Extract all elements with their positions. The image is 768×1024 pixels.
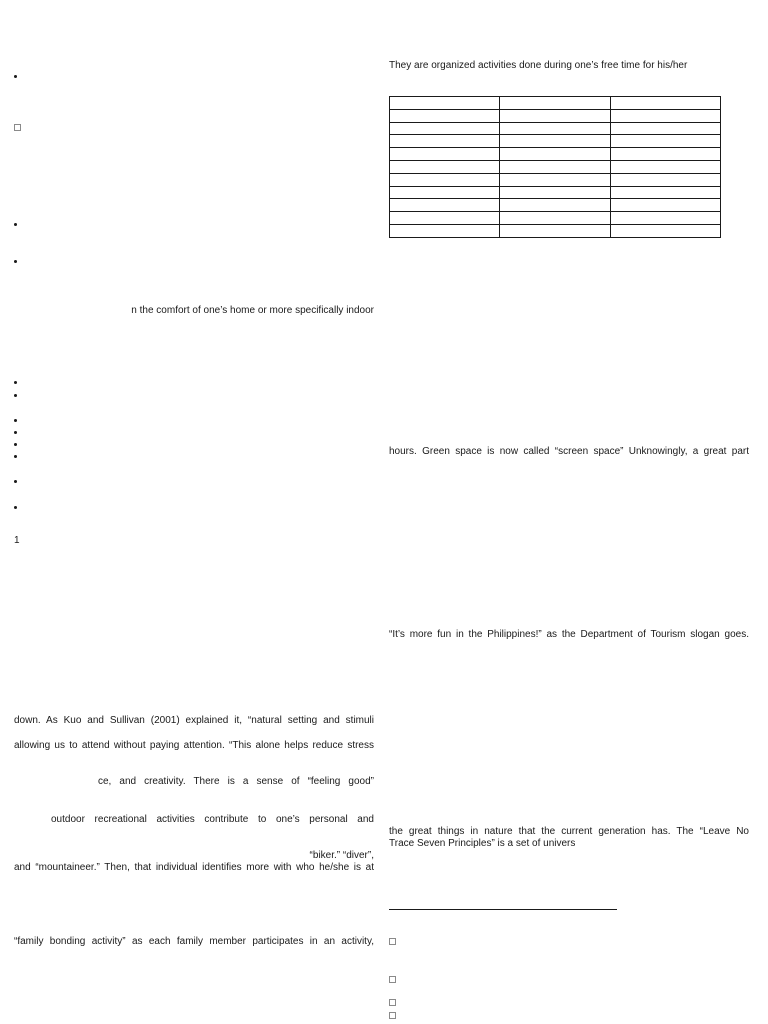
- table-row: [390, 186, 721, 199]
- table-row: [390, 212, 721, 225]
- table-cell: [390, 199, 500, 212]
- bullet-marker: [14, 223, 17, 226]
- bullet-marker: [14, 260, 17, 263]
- bullet-marker: [14, 480, 17, 483]
- table-cell: [610, 122, 720, 135]
- bullet-marker: [14, 381, 17, 384]
- table-cell: [610, 199, 720, 212]
- bullet-marker: [14, 419, 17, 422]
- bullet-marker: [14, 455, 17, 458]
- table-cell: [500, 148, 610, 161]
- table-cell: [610, 135, 720, 148]
- table-cell: [610, 186, 720, 199]
- table-cell: [610, 173, 720, 186]
- text-philippines-line: “It’s more fun in the Philippines!” as the Department of Tourism slogan goes.: [389, 629, 749, 640]
- table-cell: [390, 186, 500, 199]
- table-cell: [500, 186, 610, 199]
- table-cell: [390, 135, 500, 148]
- table-cell: [390, 122, 500, 135]
- bullet-marker: [14, 443, 17, 446]
- checkbox-marker: [389, 999, 396, 1006]
- text-screen-space-line: hours. Green space is now called “screen space” Unknowingly, a great part: [389, 446, 749, 457]
- table-cell: [390, 97, 500, 110]
- checkbox-marker: [389, 938, 396, 945]
- text-outdoor-line: outdoor recreational activities contribute to one’s personal and: [51, 814, 374, 825]
- table-cell: [500, 212, 610, 225]
- text-mountaineer-line: and “mountaineer.” Then, that individual identifies more with who he/she is at: [14, 862, 374, 873]
- table-row: [390, 160, 721, 173]
- text-biker-line: “biker.” “diver”,: [309, 850, 374, 861]
- text-organized-line: They are organized activities done during one’s free time for his/her: [389, 60, 688, 71]
- table-row: [390, 122, 721, 135]
- text-creativity-line: ce, and creativity. There is a sense of “feeling good”: [98, 776, 374, 787]
- table-cell: [610, 109, 720, 122]
- table-cell: [390, 224, 500, 237]
- table-cell: [390, 173, 500, 186]
- table-cell: [610, 224, 720, 237]
- checkbox-marker: [389, 1012, 396, 1019]
- table-row: [390, 97, 721, 110]
- checkbox-marker: [14, 124, 21, 131]
- table-cell: [500, 224, 610, 237]
- text-attention-line: allowing us to attend without paying attention. “This alone helps reduce stress: [14, 740, 374, 751]
- page-number: 1: [14, 535, 20, 546]
- table-cell: [500, 199, 610, 212]
- text-indoor-line: n the comfort of one’s home or more specifically indoor: [131, 305, 374, 316]
- table-cell: [610, 97, 720, 110]
- bullet-marker: [14, 506, 17, 509]
- table-cell: [500, 173, 610, 186]
- table-cell: [610, 212, 720, 225]
- table-cell: [610, 148, 720, 161]
- text-principles-line: Trace Seven Principles” is a set of univers: [389, 838, 576, 849]
- table-cell: [390, 212, 500, 225]
- text-kuo-line: down. As Kuo and Sullivan (2001) explained it, “natural setting and stimuli: [14, 715, 374, 726]
- footnote-divider: [389, 909, 617, 910]
- table-cell: [610, 160, 720, 173]
- empty-table: [389, 96, 721, 238]
- table-row: [390, 109, 721, 122]
- table-cell: [390, 109, 500, 122]
- table-cell: [500, 122, 610, 135]
- text-nature-line: the great things in nature that the current generation has. The “Leave No: [389, 826, 749, 837]
- table-row: [390, 199, 721, 212]
- table-cell: [500, 109, 610, 122]
- table-row: [390, 173, 721, 186]
- table-row: [390, 224, 721, 237]
- table-cell: [390, 148, 500, 161]
- bullet-marker: [14, 75, 17, 78]
- table-cell: [500, 97, 610, 110]
- text-family-line: “family bonding activity” as each family member participates in an activity,: [14, 936, 374, 947]
- table-cell: [500, 135, 610, 148]
- table-cell: [500, 160, 610, 173]
- table-row: [390, 148, 721, 161]
- table-cell: [390, 160, 500, 173]
- table-row: [390, 135, 721, 148]
- bullet-marker: [14, 394, 17, 397]
- checkbox-marker: [389, 976, 396, 983]
- bullet-marker: [14, 431, 17, 434]
